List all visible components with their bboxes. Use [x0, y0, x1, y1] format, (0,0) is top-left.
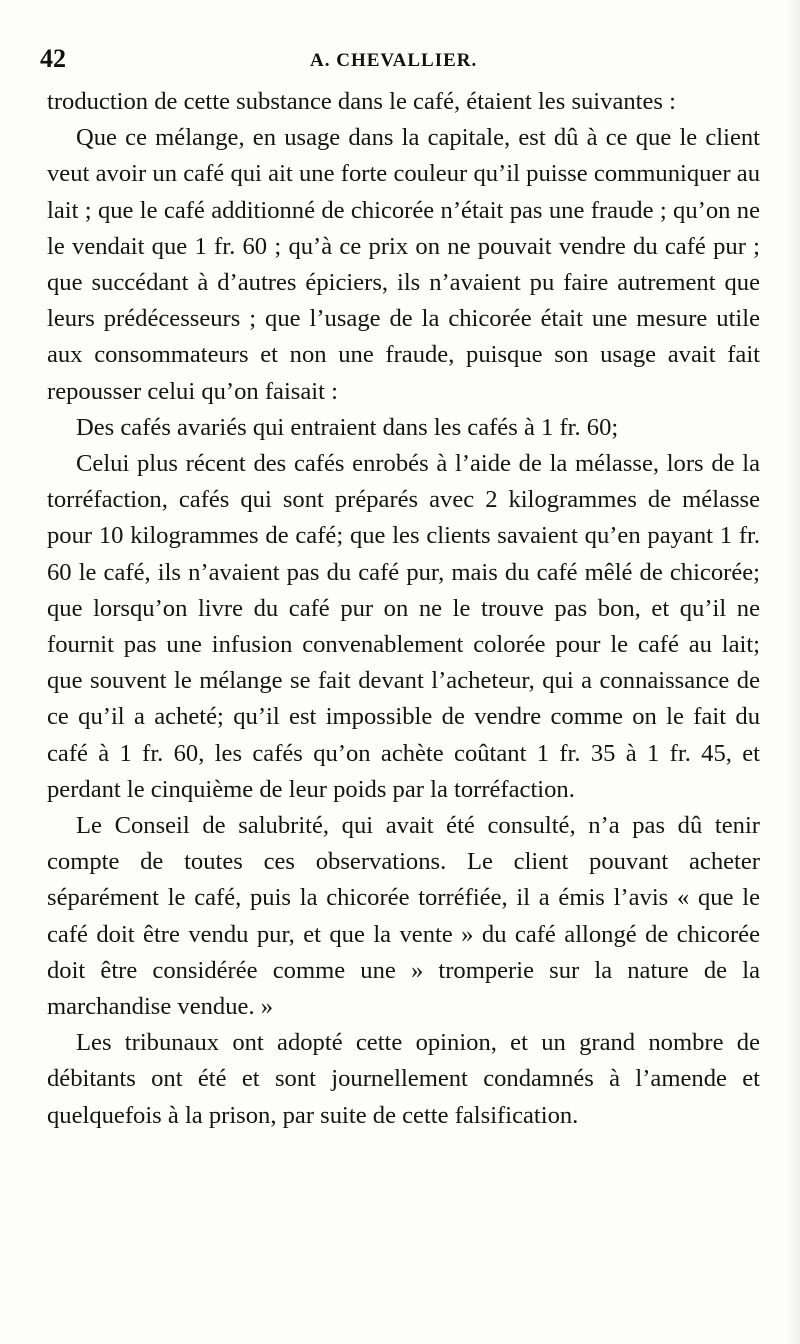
body-text: [47, 84, 760, 1134]
page-header: [40, 44, 760, 78]
page-edge-shadow: [786, 0, 800, 1344]
paragraph-damaged-coffees: Des cafés avariés qui entraient dans les cafés à 1 fr. 60;: [76, 413, 619, 441]
paragraph-merchants-argument: Que ce mélange, en usage dans la capitale, est dû à ce que le client veut avoir un café qui ait une forte couleur qu’il puisse communiquer au lait ; que le café additionné de chicorée n’était pas une fraude ; qu’on ne le vendait que 1 fr. 60 ; qu’à ce prix on ne pouvait vendre du café pur ; que succédant à d’autres épiciers, ils n’avaient pu faire autrement que leurs prédécesseurs ; que l’usage de la chicorée était une mesure utile aux consommateurs et non une fraude, puisque son usage avait fait repousser celui qu’on faisait :: [47, 124, 760, 405]
paragraph-health-council: Le Conseil de salubrité, qui avait été consulté, n’a pas dû tenir compte de toutes ces observations. Le client pouvant acheter séparément le café, puis la chicorée torréfiée, il a émis l’avis « que le café doit être vendu pur, et que la vente » du café allongé de chicorée doit être considérée comme une » tromperie sur la nature de la marchandise vendue. »: [47, 812, 760, 1021]
paragraph-courts: Les tribunaux ont adopté cette opinion, et un grand nombre de débitants ont été et sont journellement condamnés à l’amende et quelquefois à la prison, par suite de cette falsification.: [47, 1029, 760, 1129]
page-number: 42: [40, 44, 66, 73]
running-head: A. CHEVALLIER.: [310, 50, 478, 71]
paragraph-continuation: troduction de cette substance dans le café, étaient les suivantes :: [47, 88, 676, 115]
paragraph-molasses-coffees: Celui plus récent des cafés enrobés à l’aide de la mélasse, lors de la torréfaction, cafés qui sont préparés avec 2 kilogrammes de mélasse pour 10 kilogrammes de café; que les clients savaient qu’en payant 1 fr. 60 le café, ils n’avaient pas du café pur, mais du café mêlé de chicorée; que lorsqu’on livre du café pur on ne le trouve pas bon, et qu’il ne fournit pas une infusion convenablement colorée pour le café au lait; que souvent le mélange se fait devant l’acheteur, qui a connaissance de ce qu’il a acheté; qu’il est impossible de vendre comme on le fait du café à 1 fr. 60, les cafés qu’on achète coûtant 1 fr. 35 à 1 fr. 45, et perdant le cinquième de leur poids par la torréfaction.: [47, 450, 760, 803]
